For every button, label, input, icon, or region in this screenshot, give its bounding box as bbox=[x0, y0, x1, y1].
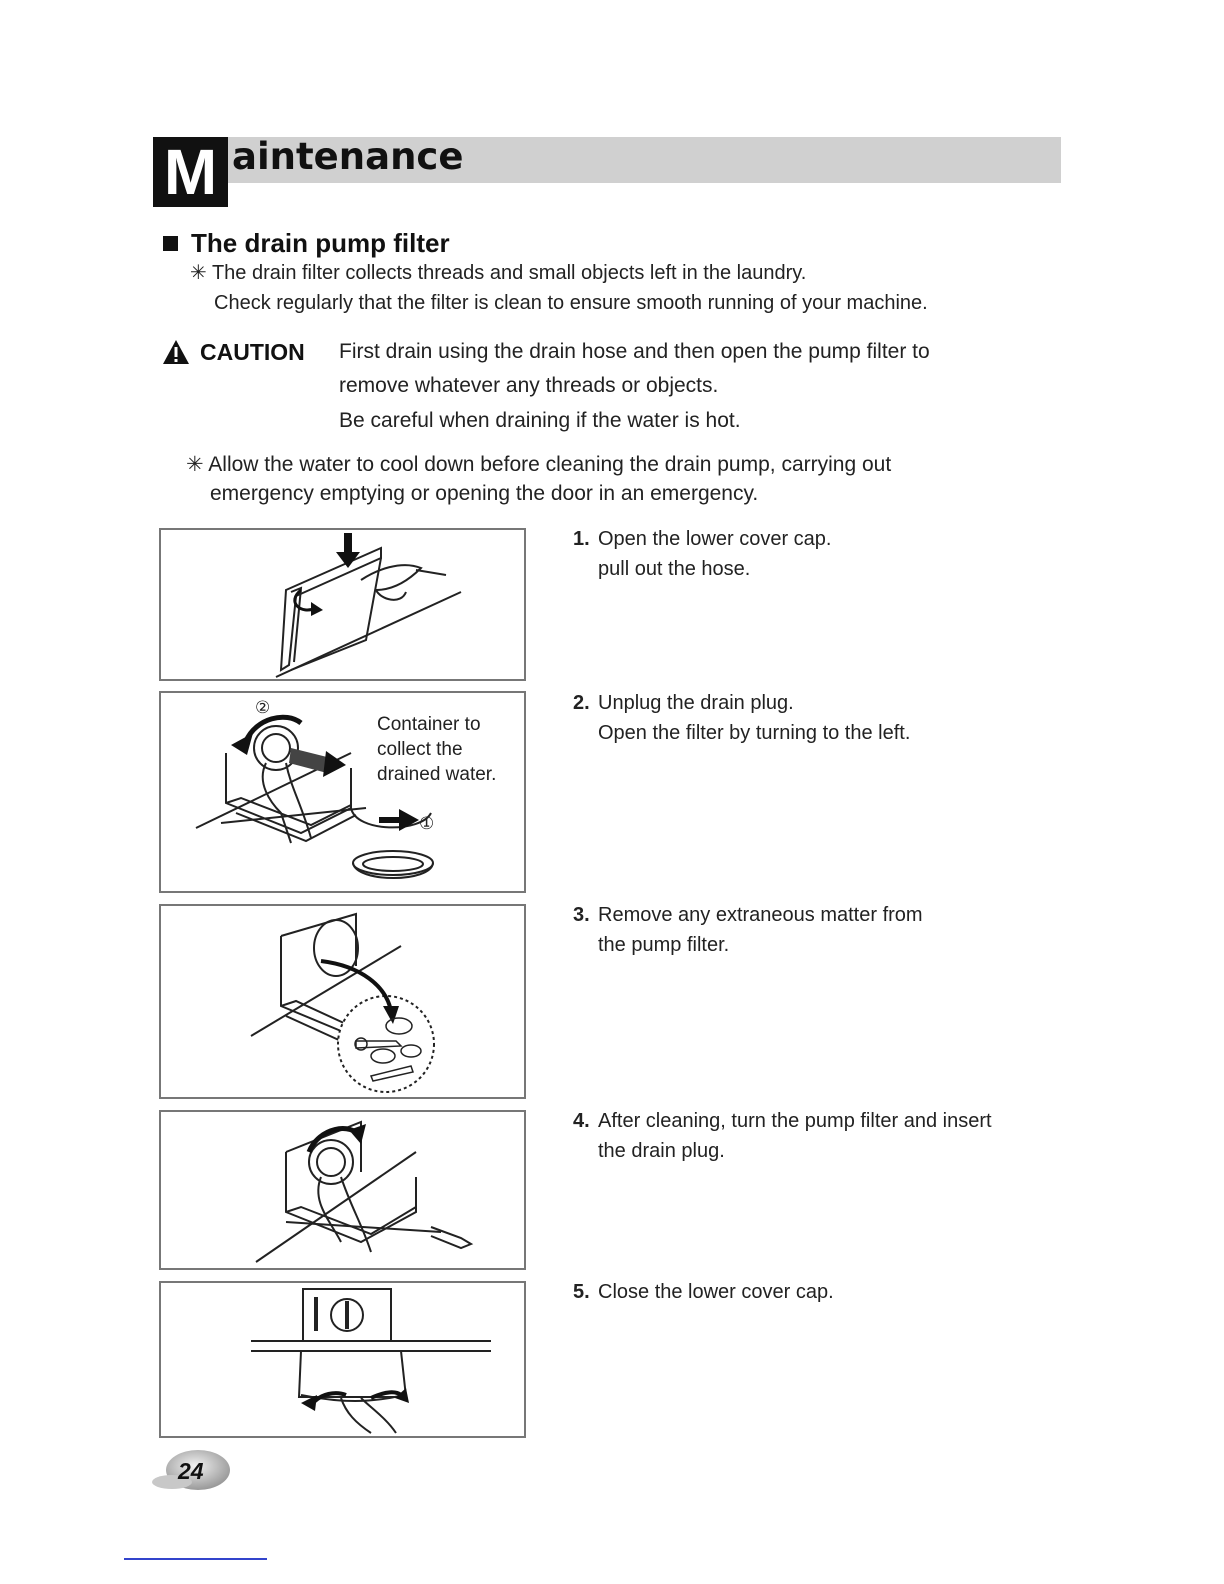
caution-label-text: CAUTION bbox=[200, 339, 305, 365]
step-1 bbox=[573, 524, 831, 584]
step-5-line-1: Close the lower cover cap. bbox=[598, 1281, 834, 1303]
step-1-line-1: Open the lower cover cap. bbox=[598, 528, 832, 550]
step-2-number: 2. bbox=[573, 692, 590, 714]
container-label-line-1: Container to bbox=[377, 714, 481, 735]
page-number-badge bbox=[150, 1448, 232, 1494]
figure-remove-matter bbox=[159, 904, 526, 1099]
figure-open-cover bbox=[159, 528, 526, 681]
section-title-text: The drain pump filter bbox=[191, 228, 450, 258]
step-3-line-1: Remove any extraneous matter from bbox=[598, 904, 923, 926]
caution-line-2: remove whatever any threads or objects. bbox=[339, 374, 719, 397]
marker-2: ② bbox=[255, 698, 271, 718]
figure-insert-plug bbox=[159, 1110, 526, 1270]
page-number: 24 bbox=[178, 1458, 204, 1484]
step-5-number: 5. bbox=[573, 1281, 590, 1303]
step-2-line-2: Open the filter by turning to the left. bbox=[598, 722, 911, 744]
container-label-line-2: collect the bbox=[377, 739, 463, 760]
square-bullet-icon bbox=[163, 236, 178, 251]
step-1-number: 1. bbox=[573, 528, 590, 550]
step-3 bbox=[573, 900, 923, 960]
header-initial-letter: M bbox=[153, 137, 228, 207]
step-3-line-2: the pump filter. bbox=[598, 934, 730, 956]
caution-line-3: Be careful when draining if the water is hot. bbox=[339, 409, 741, 432]
close-cover-illustration bbox=[161, 1283, 524, 1436]
step-5 bbox=[573, 1277, 834, 1307]
step-3-number: 3. bbox=[573, 904, 590, 926]
figure-close-cover bbox=[159, 1281, 526, 1438]
caution-label bbox=[162, 336, 305, 368]
open-cover-illustration bbox=[161, 530, 524, 679]
figure-unplug-drain bbox=[159, 691, 526, 893]
step-4-line-2: the drain plug. bbox=[598, 1140, 725, 1162]
step-4 bbox=[573, 1106, 992, 1166]
step-4-number: 4. bbox=[573, 1110, 590, 1132]
note-line-1: ✳ The drain filter collects threads and small objects left in the laundry. bbox=[190, 262, 807, 284]
step-2 bbox=[573, 688, 910, 748]
allow-line-1: ✳ Allow the water to cool down before cleaning the drain pump, carrying out bbox=[186, 453, 892, 476]
step-1-line-2: pull out the hose. bbox=[598, 558, 751, 580]
remove-matter-illustration bbox=[161, 906, 524, 1097]
warning-triangle-icon bbox=[162, 339, 190, 365]
allow-line-2: emergency emptying or opening the door in an emergency. bbox=[210, 482, 759, 505]
step-4-line-1: After cleaning, turn the pump filter and insert bbox=[598, 1110, 992, 1132]
step-2-line-1: Unplug the drain plug. bbox=[598, 692, 794, 714]
page-title: aintenance bbox=[232, 135, 464, 178]
note-line-2: Check regularly that the filter is clean to ensure smooth running of your machine. bbox=[214, 292, 928, 314]
footer-line bbox=[124, 1558, 267, 1560]
section-title bbox=[163, 226, 450, 260]
marker-1: ① bbox=[419, 814, 435, 834]
insert-plug-illustration bbox=[161, 1112, 524, 1268]
container-label-line-3: drained water. bbox=[377, 764, 497, 785]
container-label bbox=[377, 712, 527, 787]
caution-line-1: First drain using the drain hose and then open the pump filter to bbox=[339, 340, 930, 363]
